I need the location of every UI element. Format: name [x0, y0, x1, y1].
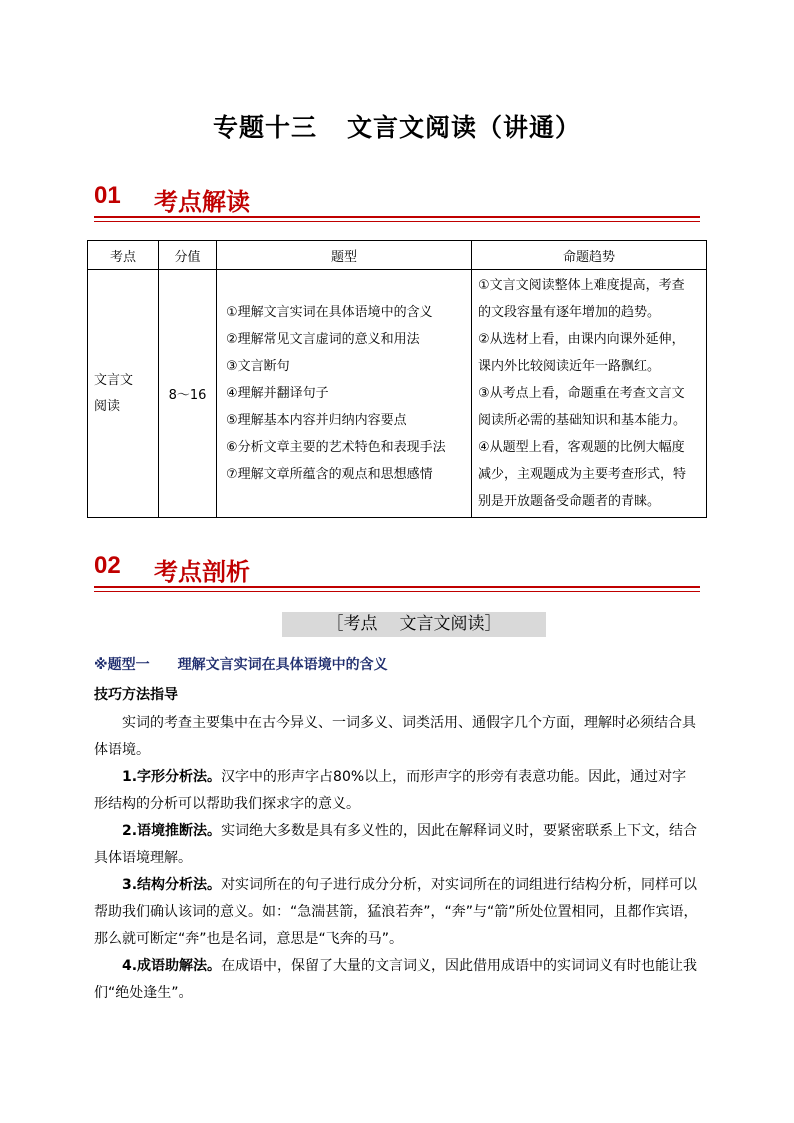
qushi-line: ①文言文阅读整体上难度提高，考查: [478, 278, 685, 293]
section-label: 考点剖析: [154, 558, 250, 586]
qushi-line: ②从选材上看，由课内向课外延伸，: [478, 332, 685, 347]
cell-kaodian: [88, 270, 159, 518]
page-title: [0, 108, 794, 144]
cell-tixing: [217, 270, 472, 518]
section-header-2: [94, 552, 700, 592]
method-text: 在成语中，保留了大量的文言词义，因此借用成语中的实词词义有时也能让我们“绝处逢生”。: [94, 958, 698, 1001]
header-tixing: 题型: [217, 241, 472, 270]
qushi-line: ④从题型上看，客观题的比例大幅度: [478, 440, 685, 455]
kaodian-line: 阅读: [94, 398, 121, 414]
method-text: 实词绝大多数是具有多义性的，因此在解释词义时，要紧密联系上下文，结合具体语境理解。: [94, 823, 698, 866]
section-rule: [94, 216, 700, 218]
header-kaodian: 考点: [88, 241, 159, 270]
tixing-item: ④理解并翻译句子: [226, 386, 329, 401]
tixing-item: ②理解常见文言虚词的意义和用法: [226, 332, 420, 347]
intro-paragraph: 实词的考查主要集中在古今异义、一词多义、词类活用、通假字几个方面，理解时必须结合具体语境。: [94, 715, 696, 758]
cell-qushi: [472, 270, 707, 518]
section-label: 考点解读: [154, 188, 250, 216]
kaodian-table: [87, 240, 707, 518]
kaodian-box-left: ［考点: [326, 614, 378, 634]
qushi-line: ③从考点上看，命题重在考查文言文: [478, 386, 685, 401]
tixing-item: ⑦理解文章所蕴含的观点和思想感情: [226, 467, 433, 482]
method-paragraph: [94, 872, 700, 953]
tixing-heading: [94, 654, 388, 674]
section-rule: [94, 586, 700, 588]
qushi-line: 阅读所必需的基础知识和基本能力。: [478, 413, 687, 428]
method-name: 2.语境推断法。: [122, 823, 222, 839]
section-number: 01: [94, 182, 121, 209]
table-header-row: [88, 241, 707, 270]
qushi-line: 别是开放题备受命题者的青睐。: [478, 494, 661, 509]
qushi-line: 的文段容量有逐年增加的趋势。: [478, 305, 661, 320]
title-part1: 专题十三: [212, 113, 317, 142]
header-qushi: 命题趋势: [472, 241, 707, 270]
tixing-item: ⑤理解基本内容并归纳内容要点: [226, 413, 407, 428]
section-rule-thin: [94, 221, 700, 222]
method-text: 对实词所在的句子进行成分分析，对实词所在的词组进行结构分析，同样可以帮助我们确认该词的意义。如：“急湍甚箭，猛浪若奔”，“奔”与“箭”所处位置相同，且都作宾语，那么就可断定“奔”也是名词，意思是“飞奔的马”。: [94, 877, 698, 947]
method-paragraph: [94, 953, 700, 1007]
method-name: 1.字形分析法。: [122, 769, 222, 785]
method-name: 4.成语助解法。: [122, 958, 222, 974]
section-number: 02: [94, 552, 121, 579]
kaodian-box: [282, 612, 546, 637]
qushi-line: 课内外比较阅读近年一路飘红。: [478, 359, 661, 374]
cell-fenzhi: 8～16: [159, 270, 217, 518]
tixing-label: ※题型一: [94, 657, 150, 673]
tixing-item: ③文言断句: [226, 359, 290, 374]
kaodian-box-right: 文言文阅读］: [399, 614, 502, 634]
tixing-item: ①理解文言实词在具体语境中的含义: [226, 305, 433, 320]
method-paragraph: [94, 764, 700, 818]
kaodian-line: 文言文: [94, 372, 134, 388]
tixing-text: 理解文言实词在具体语境中的含义: [177, 657, 388, 673]
method-name: 3.结构分析法。: [122, 877, 222, 893]
method-text: 汉字中的形声字占80%以上，而形声字的形旁有表意功能。因此，通过对字形结构的分析可以帮助我们探求字的意义。: [94, 769, 687, 812]
title-part2: 文言文阅读（讲通）: [347, 113, 582, 142]
section-header-1: [94, 182, 700, 222]
method-paragraph: [94, 818, 700, 872]
section-rule-thin: [94, 591, 700, 592]
qushi-line: 减少，主观题成为主要考查形式，特: [478, 467, 687, 482]
jiqiao-heading: 技巧方法指导: [94, 687, 178, 703]
table-row: [88, 270, 707, 518]
tixing-item: ⑥分析文章主要的艺术特色和表现手法: [226, 440, 446, 455]
header-fenzhi: 分值: [159, 241, 217, 270]
